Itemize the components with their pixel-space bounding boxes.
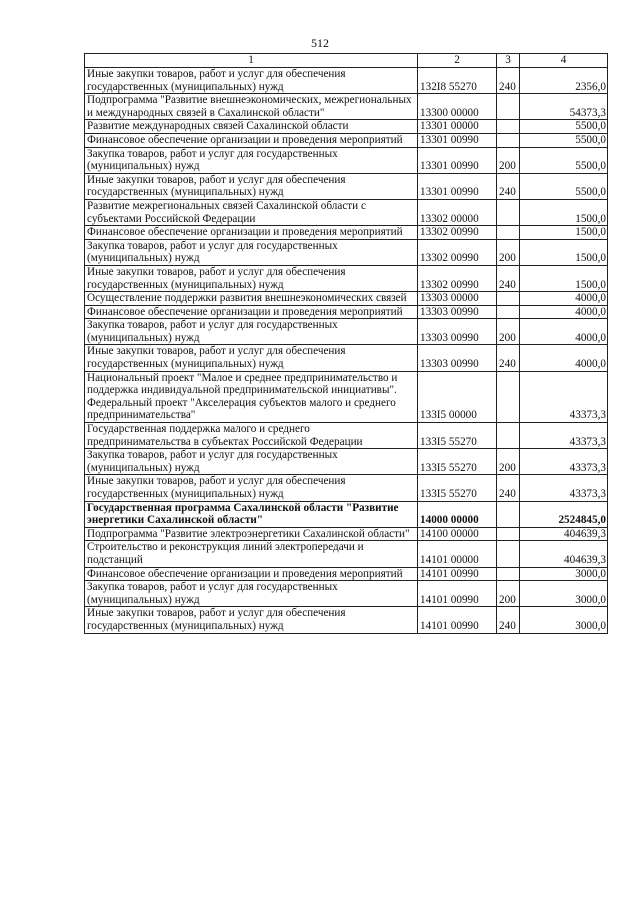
row-code-cell: 14000 00000: [418, 501, 497, 527]
row-code-cell: 133I5 55270: [418, 449, 497, 475]
table-row: [85, 239, 608, 265]
row-name-cell: Государственная программа Сахалинской области "Развитие энергетики Сахалинской области": [85, 501, 418, 527]
row-code-cell: 13303 00990: [418, 345, 497, 371]
budget-table: [84, 53, 608, 634]
row-code-cell: 13302 00990: [418, 265, 497, 291]
table-row: [85, 345, 608, 371]
table-row: [85, 147, 608, 173]
row-name-cell: Подпрограмма "Развитие внешнеэкономических, межрегиональных и международных связей в Сахалинской области": [85, 94, 418, 120]
row-amount-cell: 3000,0: [520, 581, 608, 607]
table-row: [85, 292, 608, 306]
row-type-cell: 240: [497, 475, 520, 501]
row-code-cell: 13303 00990: [418, 319, 497, 345]
row-code-cell: 133I5 00000: [418, 371, 497, 422]
table-row: [85, 567, 608, 581]
row-code-cell: 13301 00990: [418, 133, 497, 147]
row-name-cell: Иные закупки товаров, работ и услуг для обеспечения государственных (муниципальных) нужд: [85, 607, 418, 633]
header-col-2: 2: [418, 54, 497, 68]
row-amount-cell: 5500,0: [520, 173, 608, 199]
row-name-cell: Иные закупки товаров, работ и услуг для обеспечения государственных (муниципальных) нужд: [85, 68, 418, 94]
row-type-cell: [497, 120, 520, 134]
table-row: [85, 226, 608, 240]
row-name-cell: Финансовое обеспечение организации и проведения мероприятий: [85, 133, 418, 147]
row-code-cell: 14101 00990: [418, 581, 497, 607]
row-amount-cell: 2524845,0: [520, 501, 608, 527]
row-amount-cell: 1500,0: [520, 239, 608, 265]
table-row: [85, 541, 608, 567]
row-name-cell: Закупка товаров, работ и услуг для государственных (муниципальных) нужд: [85, 581, 418, 607]
table-row: [85, 527, 608, 541]
row-type-cell: [497, 226, 520, 240]
row-name-cell: Национальный проект "Малое и среднее предпринимательство и поддержка индивидуальной предпринимательской инициативы". Федеральный проект "Акселерация субъектов малого и среднего предпринимательства": [85, 371, 418, 422]
row-type-cell: [497, 199, 520, 225]
table-row: [85, 173, 608, 199]
header-col-4: 4: [520, 54, 608, 68]
row-type-cell: [497, 423, 520, 449]
row-amount-cell: 3000,0: [520, 607, 608, 633]
row-amount-cell: 4000,0: [520, 345, 608, 371]
table-row: [85, 199, 608, 225]
row-name-cell: Закупка товаров, работ и услуг для государственных (муниципальных) нужд: [85, 449, 418, 475]
table-row: [85, 423, 608, 449]
row-code-cell: 13303 00000: [418, 292, 497, 306]
row-name-cell: Государственная поддержка малого и среднего предпринимательства в субъектах Российской Федерации: [85, 423, 418, 449]
table-row: [85, 371, 608, 422]
table-row: [85, 120, 608, 134]
row-type-cell: [497, 541, 520, 567]
header-row: [85, 54, 608, 68]
row-type-cell: 240: [497, 68, 520, 94]
row-code-cell: 13302 00990: [418, 226, 497, 240]
table-row: [85, 581, 608, 607]
row-amount-cell: 54373,3: [520, 94, 608, 120]
row-amount-cell: 404639,3: [520, 527, 608, 541]
table-row: [85, 607, 608, 633]
row-code-cell: 13301 00990: [418, 147, 497, 173]
row-type-cell: 240: [497, 265, 520, 291]
row-amount-cell: 43373,3: [520, 475, 608, 501]
row-amount-cell: 2356,0: [520, 68, 608, 94]
row-name-cell: Закупка товаров, работ и услуг для государственных (муниципальных) нужд: [85, 147, 418, 173]
table-row: [85, 68, 608, 94]
row-amount-cell: 5500,0: [520, 147, 608, 173]
row-type-cell: [497, 133, 520, 147]
row-code-cell: 13301 00990: [418, 173, 497, 199]
row-amount-cell: 5500,0: [520, 120, 608, 134]
row-code-cell: 13301 00000: [418, 120, 497, 134]
row-amount-cell: 4000,0: [520, 319, 608, 345]
table-row: [85, 501, 608, 527]
row-code-cell: 132I8 55270: [418, 68, 497, 94]
row-code-cell: 133I5 55270: [418, 475, 497, 501]
row-name-cell: Иные закупки товаров, работ и услуг для обеспечения государственных (муниципальных) нужд: [85, 173, 418, 199]
row-name-cell: Развитие межрегиональных связей Сахалинской области с субъектами Российской Федерации: [85, 199, 418, 225]
row-name-cell: Иные закупки товаров, работ и услуг для обеспечения государственных (муниципальных) нужд: [85, 265, 418, 291]
row-code-cell: 14101 00990: [418, 567, 497, 581]
row-name-cell: Финансовое обеспечение организации и проведения мероприятий: [85, 305, 418, 319]
row-code-cell: 133I5 55270: [418, 423, 497, 449]
table-row: [85, 133, 608, 147]
table-row: [85, 305, 608, 319]
row-amount-cell: 43373,3: [520, 423, 608, 449]
table-row: [85, 265, 608, 291]
row-name-cell: Финансовое обеспечение организации и проведения мероприятий: [85, 567, 418, 581]
row-name-cell: Иные закупки товаров, работ и услуг для обеспечения государственных (муниципальных) нужд: [85, 475, 418, 501]
row-type-cell: 200: [497, 319, 520, 345]
row-code-cell: 14101 00000: [418, 541, 497, 567]
row-name-cell: Осуществление поддержки развития внешнеэкономических связей: [85, 292, 418, 306]
row-amount-cell: 43373,3: [520, 449, 608, 475]
row-name-cell: Подпрограмма "Развитие электроэнергетики Сахалинской области": [85, 527, 418, 541]
row-code-cell: 13303 00990: [418, 305, 497, 319]
row-type-cell: 240: [497, 345, 520, 371]
row-amount-cell: 404639,3: [520, 541, 608, 567]
row-name-cell: Закупка товаров, работ и услуг для государственных (муниципальных) нужд: [85, 319, 418, 345]
row-amount-cell: 3000,0: [520, 567, 608, 581]
row-amount-cell: 1500,0: [520, 226, 608, 240]
row-type-cell: [497, 567, 520, 581]
row-type-cell: [497, 292, 520, 306]
row-amount-cell: 5500,0: [520, 133, 608, 147]
row-type-cell: [497, 305, 520, 319]
row-name-cell: Развитие международных связей Сахалинской области: [85, 120, 418, 134]
row-type-cell: 200: [497, 449, 520, 475]
row-name-cell: Финансовое обеспечение организации и проведения мероприятий: [85, 226, 418, 240]
row-amount-cell: 4000,0: [520, 292, 608, 306]
row-type-cell: 240: [497, 607, 520, 633]
row-type-cell: 200: [497, 581, 520, 607]
header-col-3: 3: [497, 54, 520, 68]
row-amount-cell: 4000,0: [520, 305, 608, 319]
row-type-cell: 200: [497, 239, 520, 265]
page-number: 512: [311, 36, 329, 50]
table-row: [85, 449, 608, 475]
row-code-cell: 13302 00000: [418, 199, 497, 225]
row-code-cell: 14100 00000: [418, 527, 497, 541]
row-name-cell: Закупка товаров, работ и услуг для государственных (муниципальных) нужд: [85, 239, 418, 265]
row-type-cell: [497, 94, 520, 120]
row-code-cell: 13302 00990: [418, 239, 497, 265]
row-code-cell: 14101 00990: [418, 607, 497, 633]
table-row: [85, 475, 608, 501]
row-amount-cell: 1500,0: [520, 265, 608, 291]
row-name-cell: Строительство и реконструкция линий электропередачи и подстанций: [85, 541, 418, 567]
row-code-cell: 13300 00000: [418, 94, 497, 120]
row-type-cell: [497, 527, 520, 541]
row-type-cell: [497, 371, 520, 422]
row-type-cell: [497, 501, 520, 527]
row-amount-cell: 43373,3: [520, 371, 608, 422]
table-row: [85, 319, 608, 345]
row-name-cell: Иные закупки товаров, работ и услуг для обеспечения государственных (муниципальных) нужд: [85, 345, 418, 371]
header-col-1: 1: [85, 54, 418, 68]
row-type-cell: 200: [497, 147, 520, 173]
row-type-cell: 240: [497, 173, 520, 199]
row-amount-cell: 1500,0: [520, 199, 608, 225]
table-row: [85, 94, 608, 120]
